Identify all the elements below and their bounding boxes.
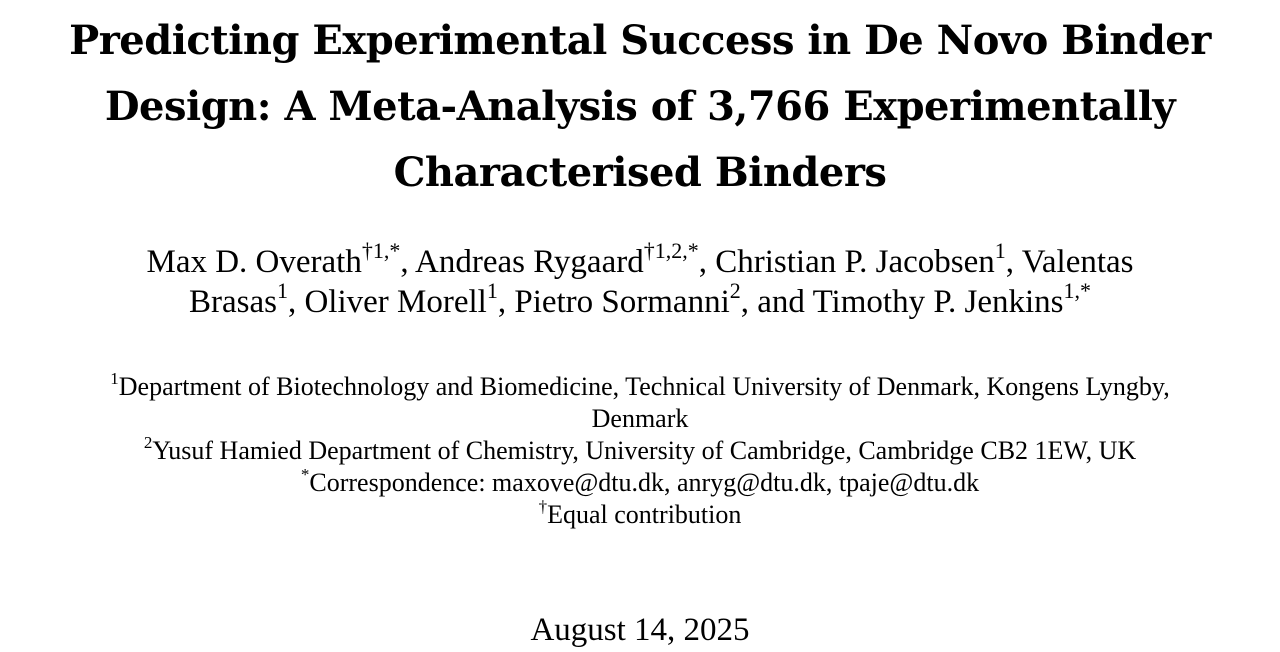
affiliation-mark: 1: [110, 369, 119, 389]
author-affiliation-mark: 2: [729, 278, 741, 303]
affiliation-1-continued: Denmark: [591, 404, 689, 433]
affiliation-1: [0, 371, 1280, 403]
title-line-3: Characterised Binders: [393, 149, 887, 196]
author-affiliation-mark: †1,2,*: [643, 238, 699, 263]
affiliations: [0, 371, 1280, 531]
author-affiliation-mark: 1: [486, 278, 498, 303]
author-affiliation-mark: 1: [994, 238, 1006, 263]
author-separator: ,: [698, 244, 716, 280]
author-separator: , and: [740, 284, 813, 320]
author-name: Christian P. Jacobsen: [715, 244, 995, 280]
author-affiliation-mark: †1,*: [361, 238, 401, 263]
author-affiliation-mark: 1: [276, 278, 288, 303]
paper-title: [0, 8, 1280, 206]
correspondence-note: [0, 467, 1280, 499]
author-name: Max D. Overath: [146, 244, 362, 280]
title-line-2: Design: A Meta-Analysis of 3,766 Experimentally: [104, 83, 1176, 130]
author-line-2: [0, 278, 1280, 322]
author-line-1: [0, 238, 1280, 282]
publication-date: August 14, 2025: [530, 612, 750, 648]
author-name: Timothy P. Jenkins: [812, 284, 1064, 320]
author-separator: ,: [400, 244, 416, 280]
equal-contribution-note: [0, 499, 1280, 531]
author-separator: ,: [287, 284, 305, 320]
affiliation-2: [0, 435, 1280, 467]
author-name: Andreas Rygaard: [415, 244, 644, 280]
equal-contribution-mark: †: [538, 497, 548, 517]
author-name-rest: Brasas: [188, 284, 277, 320]
author-separator: ,: [497, 284, 515, 320]
title-line-1: Predicting Experimental Success in De Novo Binder: [69, 17, 1211, 64]
author-affiliation-mark: 1,*: [1063, 278, 1092, 303]
author-separator: ,: [1005, 244, 1022, 280]
affiliation-mark: 2: [143, 433, 153, 453]
affiliation-text: Yusuf Hamied Department of Chemistry, University of Cambridge, Cambridge CB2 1EW, UK: [152, 436, 1137, 465]
correspondence-text: Correspondence: maxove@dtu.dk, anryg@dtu.dk, tpaje@dtu.dk: [309, 468, 980, 497]
author-name-first: Valentas: [1021, 244, 1134, 280]
affiliation-text: Department of Biotechnology and Biomedicine, Technical University of Denmark, Kongens Lyngby,: [118, 372, 1170, 401]
author-list: [0, 238, 1280, 322]
author-name: Pietro Sormanni: [514, 284, 730, 320]
correspondence-mark: *: [300, 465, 310, 485]
author-name: Oliver Morell: [304, 284, 487, 320]
equal-contribution-text: Equal contribution: [547, 500, 742, 529]
